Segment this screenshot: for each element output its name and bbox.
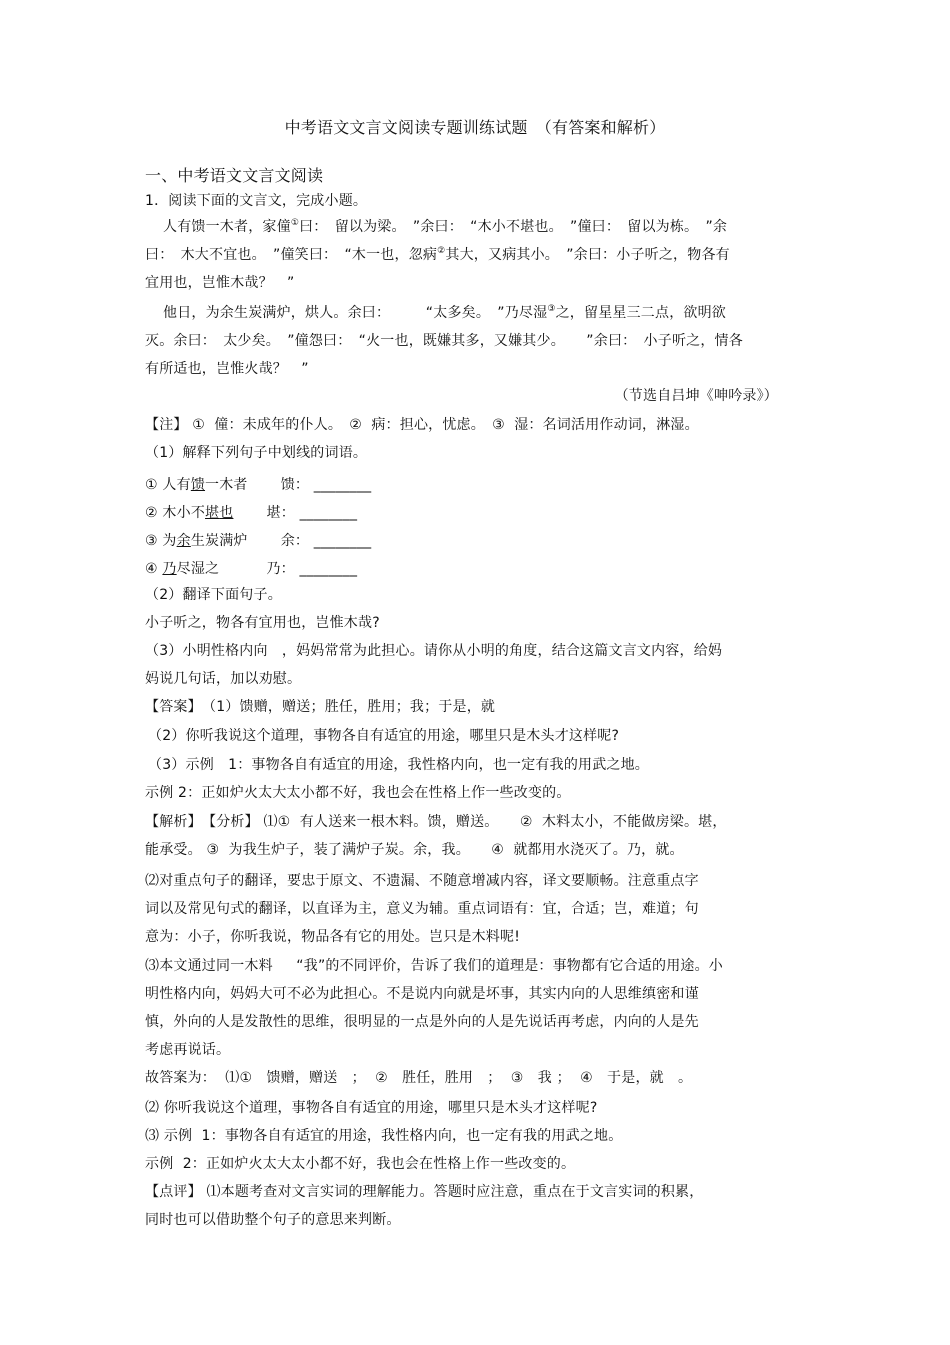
passage-line [145,245,730,265]
document-title: 中考语文文言文阅读专题训练试题 （有答案和解析） [284,118,666,137]
item-label: 乃： [266,561,295,577]
analysis-line: 示例 2：正如炉火太大太小都不好，我也会在性格上作一些改变的。 [145,1156,576,1172]
item-number: ② [145,505,158,521]
underlined-word: 堪 [205,505,220,521]
comment-line: 【点评】 ⑴本题考查对文言实词的理解能力。答题时应注意，重点在于文言实词的积累， [145,1184,704,1200]
passage-text: 他日，为余生炭满炉，烘人。余曰： “太多矣。 ”乃尽湿 [163,305,548,321]
item-label: 余： [280,533,310,549]
comment-line: 同时也可以借助整个句子的意思来判断。 [145,1212,401,1228]
answer-line: 【答案】 （1）馈赠，赠送；胜任，胜用；我；于是，就 [145,699,496,715]
item-text: 一木者 [205,477,248,493]
underlined-word: 余 [176,533,191,549]
answer-line: （2）你听我说这个道理，事物各自有适宜的用途，哪里只是木头才这样呢? [148,728,620,744]
passage-line: 灭。余曰： 太少矣。 ”僮怨曰： “火一也，既嫌其多，又嫌其少。 ”余曰： 小子听之，情各 [145,333,743,349]
q1-item [145,475,371,495]
q1-item [145,503,357,523]
passage-text: 曰： 留以为梁。 ”余曰： “木小不堪也。 ”僮曰： 留以为栋。 ”余 [299,219,728,235]
item-label: 堪： [266,505,295,521]
passage-text: 其大，又病其小。 ”余曰：小子听之，物各有 [445,247,730,263]
item-text: 尽湿之 [176,561,220,577]
item-label: 馈： [280,477,310,493]
item-number: ① [145,477,158,493]
footnote-marker: ② [437,246,446,256]
answer-blank[interactable]: ________ [299,505,358,521]
analysis-line: 明性格内向，妈妈大可不必为此担心。不是说内向就是坏事，其实内向的人思维缜密和谨 [145,986,699,1002]
q1-title: （1）解释下列句子中划线的词语。 [145,445,368,461]
analysis-line: 故答案为： ⑴① 馈赠，赠送 ； ② 胜任，胜用 ； ③ 我 ； ④ 于是，就 。 [145,1070,693,1086]
analysis-line: 考虑再说话。 [145,1042,231,1058]
answer-blank[interactable]: ________ [299,561,358,577]
passage-text: 曰： 木大不宜也。 ”僮笑曰： “木一也，忽病 [145,247,438,263]
section-heading: 一、中考语文文言文阅读 [145,166,324,185]
item-text: 为 [162,533,177,549]
footnote-marker: ③ [547,304,556,314]
item-number: ④ [145,561,158,577]
analysis-line: 词以及常见句式的翻译，以直译为主，意义为辅。重点词语有：宜，合适；岂，难道；句 [145,901,699,917]
passage-line [163,303,726,323]
item-number: ③ [145,533,158,549]
item-text: 木小不 [162,505,206,521]
analysis-line: ⑵对重点句子的翻译，要忠于原文、不遗漏、不随意增减内容，译文要顺畅。注意重点字 [145,873,699,889]
analysis-line: 慎，外向的人是发散性的思维，很明显的一点是外向的人是先说话再考虑，内向的人是先 [145,1014,699,1030]
answer-blank[interactable]: ________ [313,477,372,493]
underlined-word: 乃 [162,561,177,577]
footnote-marker: ① [290,218,300,228]
analysis-line: 【解析】 【分析】 ⑴① 有人送来一根木料。馈，赠送。 ② 木料太小，不能做房梁。堪， [145,814,727,830]
analysis-line: ⑶ 示例 1：事物各自有适宜的用途，我性格内向，也一定有我的用武之地。 [145,1128,623,1144]
analysis-line: 能承受。 ③ 为我生炉子，装了满炉子炭。余，我。 ④ 就都用水浇灭了。乃，就。 [145,842,684,858]
passage-text: 之，留星星三二点，欲明欲 [555,305,726,321]
question-intro: 1．阅读下面的文言文，完成小题。 [145,193,368,209]
passage-line: 宜用也，岂惟木哉？ ” [145,275,295,291]
notes-line: 【注】 ① 僮：未成年的仆人。 ② 病：担心，忧虑。 ③ 湿：名词活用作动词，淋湿。 [145,417,699,433]
analysis-line: ⑵ 你听我说这个道理，事物各自有适宜的用途，哪里只是木头才这样呢? [145,1100,598,1116]
q1-item [145,531,371,551]
passage-line: 有所适也，岂惟火哉？ ” [145,361,309,377]
answer-line: （3）示例 1：事物各自有适宜的用途，我性格内向，也一定有我的用武之地。 [148,757,650,773]
q2-title: （2）翻译下面句子。 [145,587,282,603]
passage-text: 人有馈一木者，家僮 [163,219,291,235]
passage-line [163,217,727,237]
analysis-line: ⑶本文通过同一木料 “我”的不同评价，告诉了我们的道理是：事物都有它合适的用途。小 [145,958,724,974]
item-text: 生炭满炉 [190,533,248,549]
analysis-line: 意为：小子，你听我说，物品各有它的用处。岂只是木料呢! [145,929,521,945]
q2-sentence: 小子听之，物各有宜用也，岂惟木哉? [145,615,380,631]
q1-item [145,559,357,579]
item-text: 人有 [162,477,191,493]
q3-line: 妈说几句话，加以劝慰。 [145,671,302,687]
q3-line: （3）小明性格内向 ，妈妈常常为此担心。请你从小明的角度，结合这篇文言文内容，给妈 [145,643,723,659]
answer-blank[interactable]: ________ [313,533,372,549]
answer-line: 示例 2：正如炉火太大太小都不好，我也会在性格上作一些改变的。 [145,785,571,801]
passage-source: （节选自吕坤《呻吟录》） [614,388,778,404]
underlined-word: 馈 [190,477,206,493]
underlined-word: 也 [219,505,234,521]
